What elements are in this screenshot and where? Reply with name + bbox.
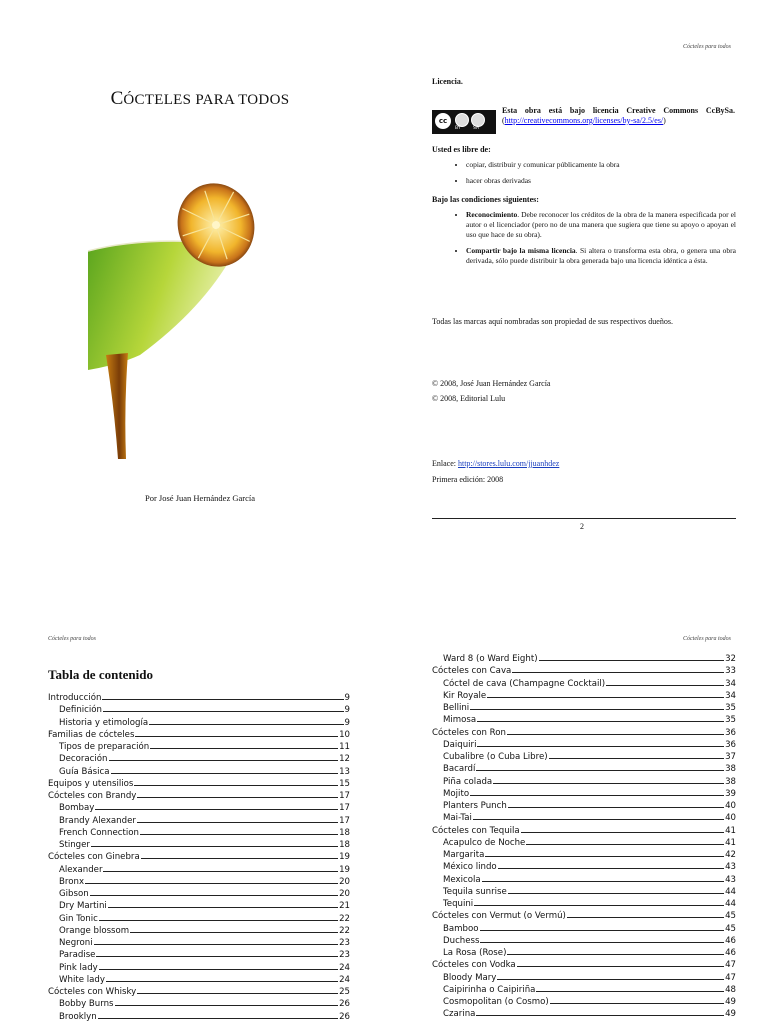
toc-entry[interactable] [432, 678, 736, 690]
edition-line: Primera edición: 2008 [432, 475, 504, 484]
condition-title: Compartir bajo la misma licencia [466, 246, 576, 255]
toc-entry-page: 21 [339, 901, 350, 912]
toc-entry[interactable] [48, 1011, 350, 1023]
toc-leader-line [470, 795, 724, 796]
marcas-note: Todas las marcas aquí nombradas son propiedad de sus respectivos dueños. [432, 317, 673, 326]
toc-entry[interactable] [432, 972, 736, 984]
toc-entry-label: Bobby Burns [59, 999, 114, 1010]
toc-entry[interactable] [432, 751, 736, 763]
copyright-author: © 2008, José Juan Hernández García [432, 379, 551, 388]
toc-leader-line [474, 905, 724, 906]
toc-entry[interactable] [432, 727, 736, 739]
running-header: Cócteles para todos [683, 44, 731, 50]
share-alike-icon [471, 113, 485, 127]
toc-leader-line [480, 930, 725, 931]
toc-entry[interactable] [432, 825, 736, 837]
toc-entry-page: 45 [725, 923, 736, 934]
toc-entry-label: Gibson [59, 889, 89, 899]
toc-entry-label: Stinger [59, 840, 90, 850]
toc-entry-label: Cócteles con Brandy [48, 791, 137, 801]
book-title-initial: C [110, 88, 124, 109]
toc-leader-line [507, 734, 724, 735]
toc-entry-page: 35 [725, 715, 736, 726]
toc-entry[interactable] [48, 704, 350, 716]
toc-entry-label: Orange blossom [59, 925, 130, 936]
enlace-label: Enlace: [432, 459, 458, 468]
conditions-list-wrap [432, 210, 736, 272]
toc-entry[interactable] [432, 947, 736, 959]
toc-entry[interactable] [48, 998, 350, 1010]
toc-entry-label: Bacardí [443, 764, 476, 775]
toc-entry[interactable] [48, 766, 350, 778]
toc-entry-page: 15 [339, 778, 350, 789]
attribution-icon [455, 113, 469, 127]
toc-leader-line [473, 819, 724, 820]
toc-entry[interactable] [48, 729, 350, 741]
list-item [466, 246, 736, 266]
toc-entry[interactable] [432, 690, 736, 702]
toc-entry-label: Cócteles con Vodka [432, 960, 516, 971]
toc-entry[interactable] [432, 776, 736, 788]
toc-entry[interactable] [48, 949, 350, 961]
toc-entry[interactable] [432, 837, 736, 849]
toc-entry-page: 36 [725, 739, 736, 750]
toc-entry[interactable] [432, 886, 736, 898]
toc-entry[interactable] [432, 812, 736, 824]
toc-entry-page: 32 [725, 654, 736, 664]
toc-entry-label: Tequini [443, 899, 474, 909]
toc-entry[interactable] [432, 959, 736, 971]
toc-entry-page: 26 [339, 1011, 350, 1022]
toc-entry[interactable] [432, 739, 736, 751]
list-item [466, 210, 736, 240]
toc-entry-label: Definición [59, 705, 102, 716]
toc-entry[interactable] [48, 827, 350, 839]
running-header: Cócteles para todos [48, 636, 96, 642]
toc-leader-line [135, 736, 338, 737]
toc-entry-label: Ward 8 (o Ward Eight) [443, 654, 538, 664]
toc-entry-page: 36 [725, 727, 736, 738]
toc-entry-label: Daiquiri [443, 739, 477, 750]
footer-rule [432, 518, 736, 519]
toc-entry-label: Kir Royale [443, 690, 487, 701]
toc-entry-page: 25 [339, 987, 350, 997]
toc-entry-page: 19 [339, 864, 350, 875]
toc-entry-label: Familias de cócteles [48, 729, 135, 740]
toc-entry[interactable] [432, 861, 736, 873]
toc-entry-page: 38 [725, 764, 736, 775]
toc-entry-page: 39 [725, 788, 736, 799]
toc-entry-label: Cócteles con Vermut (o Vermú) [432, 911, 566, 922]
cc-by-label: BY [455, 126, 461, 131]
toc-entry-label: Equipos y utensilios [48, 778, 134, 789]
toc-leader-line [517, 966, 724, 967]
toc-entry[interactable] [432, 898, 736, 910]
libre-list [432, 160, 736, 186]
toc-entry-label: Mai-Tai [443, 813, 472, 824]
toc-entry[interactable] [432, 984, 736, 996]
licencia-heading: Licencia. [432, 77, 463, 86]
toc-entry-page: 43 [725, 862, 736, 873]
toc-leader-line [106, 981, 338, 982]
toc-leader-line [108, 907, 338, 908]
toc-title: Tabla de contenido [48, 667, 153, 682]
toc-entry-label: Cubalibre (o Cuba Libre) [443, 752, 548, 762]
license-link[interactable]: http://creativecommons.org/licenses/by-sa/2.5/es/ [504, 116, 664, 125]
toc-entry[interactable] [48, 974, 350, 986]
store-link[interactable]: http://stores.lulu.com/jjuanhdez [457, 459, 560, 468]
toc-entry[interactable] [48, 778, 350, 790]
condition-title: Reconocimiento [466, 210, 518, 219]
toc-entry-label: Cócteles con Cava [432, 666, 512, 677]
toc-entry[interactable] [48, 692, 350, 704]
toc-entry[interactable] [48, 864, 350, 876]
toc-entry-label: French Connection [59, 827, 139, 838]
toc-entry-label: Margarita [443, 850, 485, 860]
list-item: • copiar, distribuir y comunicar públicamente la obra [466, 160, 736, 170]
toc-entry[interactable] [48, 839, 350, 851]
toc-entry-label: Guía Básica [59, 766, 110, 777]
toc-entry[interactable] [48, 986, 350, 998]
cocktail-glass-lemon-illustration [88, 165, 320, 460]
toc-entry[interactable] [48, 802, 350, 814]
toc-entry-label: Introducción [48, 693, 102, 703]
toc-leader-line [508, 893, 724, 894]
toc-entry-page: 20 [339, 889, 350, 899]
toc-leader-line [485, 856, 724, 857]
toc-entry-label: Bombay [59, 803, 95, 814]
toc-entry[interactable] [432, 923, 736, 935]
toc-entry[interactable] [432, 935, 736, 947]
toc-entry-label: Dry Martini [59, 901, 107, 912]
toc-leader-line [96, 956, 338, 957]
toc-entry-page: 42 [725, 850, 736, 860]
toc-entry-page: 49 [725, 1009, 736, 1020]
license-text: Esta obra está bajo licencia Creative Commons CcBySa. [502, 106, 735, 115]
toc-entry-label: Tequila sunrise [443, 886, 507, 897]
toc-entry[interactable] [48, 753, 350, 765]
toc-leader-line [512, 672, 724, 673]
toc-entry-page: 43 [725, 874, 736, 885]
toc-entry[interactable] [48, 815, 350, 827]
toc-entry[interactable] [432, 1008, 736, 1020]
libre-list-wrap [432, 160, 736, 192]
toc-entry-label: Alexander [59, 864, 103, 875]
toc-entry-page: 18 [339, 827, 350, 838]
toc-entry-label: La Rosa (Rose) [443, 948, 507, 958]
toc-entry-page: 45 [725, 911, 736, 922]
toc-leader-line [150, 748, 338, 749]
toc-left-list [48, 692, 350, 1023]
cc-license-badge [432, 110, 496, 134]
toc-entry-page: 38 [725, 776, 736, 787]
cc-logo-text: cc [438, 117, 448, 125]
toc-entry-label: México lindo [443, 862, 497, 873]
toc-entry-page: 35 [725, 703, 736, 713]
toc-leader-line [507, 954, 724, 955]
toc-entry[interactable] [432, 653, 736, 665]
author-line: Por José Juan Hernández García [145, 493, 255, 503]
toc-leader-line [130, 932, 338, 933]
toc-leader-line [102, 699, 343, 700]
toc-leader-line [550, 1003, 724, 1004]
toc-leader-line [567, 917, 724, 918]
toc-entry-page: 19 [339, 852, 350, 863]
toc-leader-line [521, 832, 724, 833]
toc-leader-line [94, 944, 338, 945]
toc-entry[interactable] [432, 714, 736, 726]
toc-entry-page: 17 [339, 803, 350, 814]
toc-entry[interactable] [48, 937, 350, 949]
toc-leader-line [137, 797, 338, 798]
toc-leader-line [606, 685, 724, 686]
toc-entry-label: Cócteles con Ginebra [48, 852, 140, 863]
toc-leader-line [480, 942, 724, 943]
toc-right-list [432, 653, 736, 1021]
toc-entry-label: Cosmopolitan (o Cosmo) [443, 997, 549, 1007]
toc-entry-page: 44 [725, 886, 736, 897]
toc-entry-label: Planters Punch [443, 801, 507, 811]
toc-entry-label: Bloody Mary [443, 972, 497, 983]
toc-entry[interactable] [48, 717, 350, 729]
toc-entry-label: Negroni [59, 938, 93, 948]
cc-sa-label: SA [473, 126, 480, 131]
toc-leader-line [539, 660, 725, 661]
toc-entry-page: 22 [339, 913, 350, 924]
toc-entry[interactable] [432, 849, 736, 861]
toc-entry[interactable] [48, 925, 350, 937]
toc-leader-line [99, 969, 338, 970]
toc-leader-line [109, 760, 339, 761]
toc-entry-label: Caipirinha o Caipiriña [443, 984, 536, 995]
toc-leader-line [487, 697, 724, 698]
toc-leader-line [141, 858, 338, 859]
toc-entry-page: 12 [339, 754, 350, 765]
toc-entry-page: 24 [339, 962, 350, 973]
toc-entry-page: 34 [725, 690, 736, 701]
toc-entry-label: Cócteles con Tequila [432, 825, 520, 836]
toc-entry-page: 9 [344, 693, 350, 703]
toc-entry[interactable] [48, 851, 350, 863]
toc-entry-label: Paradise [59, 950, 96, 961]
toc-leader-line [99, 920, 338, 921]
toc-entry-page: 47 [725, 972, 736, 983]
toc-entry-label: Bronx [59, 876, 85, 887]
book-title-rest: ÓCTELES PARA TODOS [123, 92, 290, 108]
toc-entry-page: 41 [725, 825, 736, 836]
toc-entry-label: Duchess [443, 935, 480, 946]
toc-entry-label: Piña colada [443, 776, 493, 787]
toc-entry-page: 17 [339, 791, 350, 801]
toc-leader-line [115, 1005, 339, 1006]
toc-entry-label: Brandy Alexander [59, 815, 136, 826]
toc-leader-line [90, 895, 338, 896]
book-title [90, 88, 310, 110]
toc-leader-line [98, 1018, 338, 1019]
toc-entry[interactable] [48, 962, 350, 974]
toc-leader-line [149, 724, 343, 725]
toc-entry-page: 47 [725, 960, 736, 971]
license-statement: Esta obra está bajo licencia Creative Commons CcBySa. (http://creativecommons.org/licenses/by-sa/2.5/es/) [502, 106, 735, 125]
conditions-list [432, 210, 736, 266]
toc-entry-label: Mimosa [443, 715, 477, 726]
toc-entry-label: Cócteles con Whisky [48, 987, 137, 997]
toc-entry-page: 40 [725, 813, 736, 824]
toc-leader-line [482, 881, 724, 882]
cc-logo [435, 113, 451, 129]
condition-text: . Si altera o transforma esta obra, o genera una obra derivada, sólo puede distribuir la obra generada bajo una licencia idéntica a ésta. [466, 246, 736, 265]
toc-leader-line [103, 711, 344, 712]
toc-entry-label: Historia y etimología [59, 717, 149, 728]
toc-entry-label: Czarina [443, 1009, 476, 1020]
toc-entry-label: Tipos de preparación [59, 742, 150, 752]
toc-entry-page: 20 [339, 876, 350, 887]
toc-entry-label: White lady [59, 974, 105, 985]
toc-leader-line [85, 883, 338, 884]
toc-entry-label: Pink lady [59, 962, 98, 973]
toc-leader-line [477, 721, 724, 722]
toc-entry-page: 24 [339, 974, 350, 985]
toc-leader-line [476, 770, 724, 771]
toc-entry-label: Bellini [443, 703, 470, 713]
toc-entry-page: 9 [344, 705, 350, 716]
toc-entry[interactable] [48, 741, 350, 753]
toc-entry[interactable] [432, 996, 736, 1008]
toc-entry[interactable] [48, 913, 350, 925]
toc-entry[interactable] [48, 888, 350, 900]
toc-entry[interactable] [432, 763, 736, 775]
toc-leader-line [137, 993, 338, 994]
toc-entry-label: Gin Tonic [59, 913, 98, 924]
toc-entry-page: 13 [339, 766, 350, 777]
toc-entry-label: Acapulco de Noche [443, 837, 526, 848]
toc-entry-page: 44 [725, 899, 736, 909]
toc-entry-page: 9 [344, 717, 350, 728]
page-number: 2 [580, 522, 584, 531]
toc-entry-page: 22 [339, 925, 350, 936]
toc-entry-label: Decoración [59, 754, 108, 765]
toc-entry-page: 41 [725, 837, 736, 848]
toc-entry-label: Mojito [443, 788, 470, 799]
toc-leader-line [476, 1015, 724, 1016]
toc-entry-page: 11 [339, 742, 350, 752]
toc-entry-label: Cócteles con Ron [432, 727, 506, 738]
toc-entry[interactable] [432, 665, 736, 677]
list-item: • hacer obras derivadas [466, 176, 736, 186]
toc-leader-line [477, 746, 724, 747]
toc-entry[interactable] [48, 876, 350, 888]
toc-entry-page: 40 [725, 801, 736, 811]
enlace-line [432, 458, 559, 469]
toc-entry-page: 23 [339, 950, 350, 961]
toc-leader-line [103, 871, 338, 872]
toc-entry-label: Brooklyn [59, 1011, 97, 1022]
toc-entry-page: 26 [339, 999, 350, 1010]
running-header: Cócteles para todos [683, 636, 731, 642]
toc-leader-line [493, 783, 724, 784]
toc-leader-line [536, 991, 724, 992]
toc-entry[interactable] [432, 874, 736, 886]
toc-entry-page: 37 [725, 752, 736, 762]
toc-entry-label: Cóctel de cava (Champagne Cocktail) [443, 678, 606, 689]
toc-leader-line [91, 846, 338, 847]
toc-entry-page: 23 [339, 938, 350, 948]
toc-leader-line [498, 868, 724, 869]
toc-leader-line [497, 979, 724, 980]
toc-entry-page: 49 [725, 997, 736, 1007]
toc-leader-line [140, 834, 338, 835]
toc-entry-label: Mexicola [443, 874, 481, 885]
toc-entry-page: 46 [725, 935, 736, 946]
toc-leader-line [549, 758, 724, 759]
toc-entry[interactable] [432, 702, 736, 714]
toc-entry[interactable] [432, 910, 736, 922]
toc-leader-line [111, 773, 339, 774]
condiciones-heading: Bajo las condiciones siguientes: [432, 195, 539, 204]
toc-entry-page: 46 [725, 948, 736, 958]
toc-entry-page: 34 [725, 678, 736, 689]
toc-leader-line [134, 785, 338, 786]
toc-entry[interactable] [432, 800, 736, 812]
libre-heading: Usted es libre de: [432, 145, 491, 154]
toc-leader-line [95, 809, 338, 810]
toc-entry[interactable] [48, 900, 350, 912]
toc-leader-line [137, 822, 338, 823]
condition-text: . Debe reconocer los créditos de la obra de la manera especificada por el autor o el licenciador (pero no de una manera que sugiera que tiene su apoyo o apoyan el uso que hace de su obra). [466, 210, 736, 239]
toc-leader-line [508, 807, 724, 808]
toc-entry[interactable] [48, 790, 350, 802]
toc-entry-page: 33 [725, 666, 736, 677]
toc-entry-page: 17 [339, 815, 350, 826]
toc-leader-line [470, 709, 724, 710]
toc-entry-page: 48 [725, 984, 736, 995]
toc-leader-line [526, 844, 724, 845]
copyright-publisher: © 2008, Editorial Lulu [432, 394, 506, 403]
toc-entry-label: Bamboo [443, 923, 479, 934]
toc-entry[interactable] [432, 788, 736, 800]
toc-entry-page: 18 [339, 840, 350, 850]
toc-entry-page: 10 [339, 729, 350, 740]
